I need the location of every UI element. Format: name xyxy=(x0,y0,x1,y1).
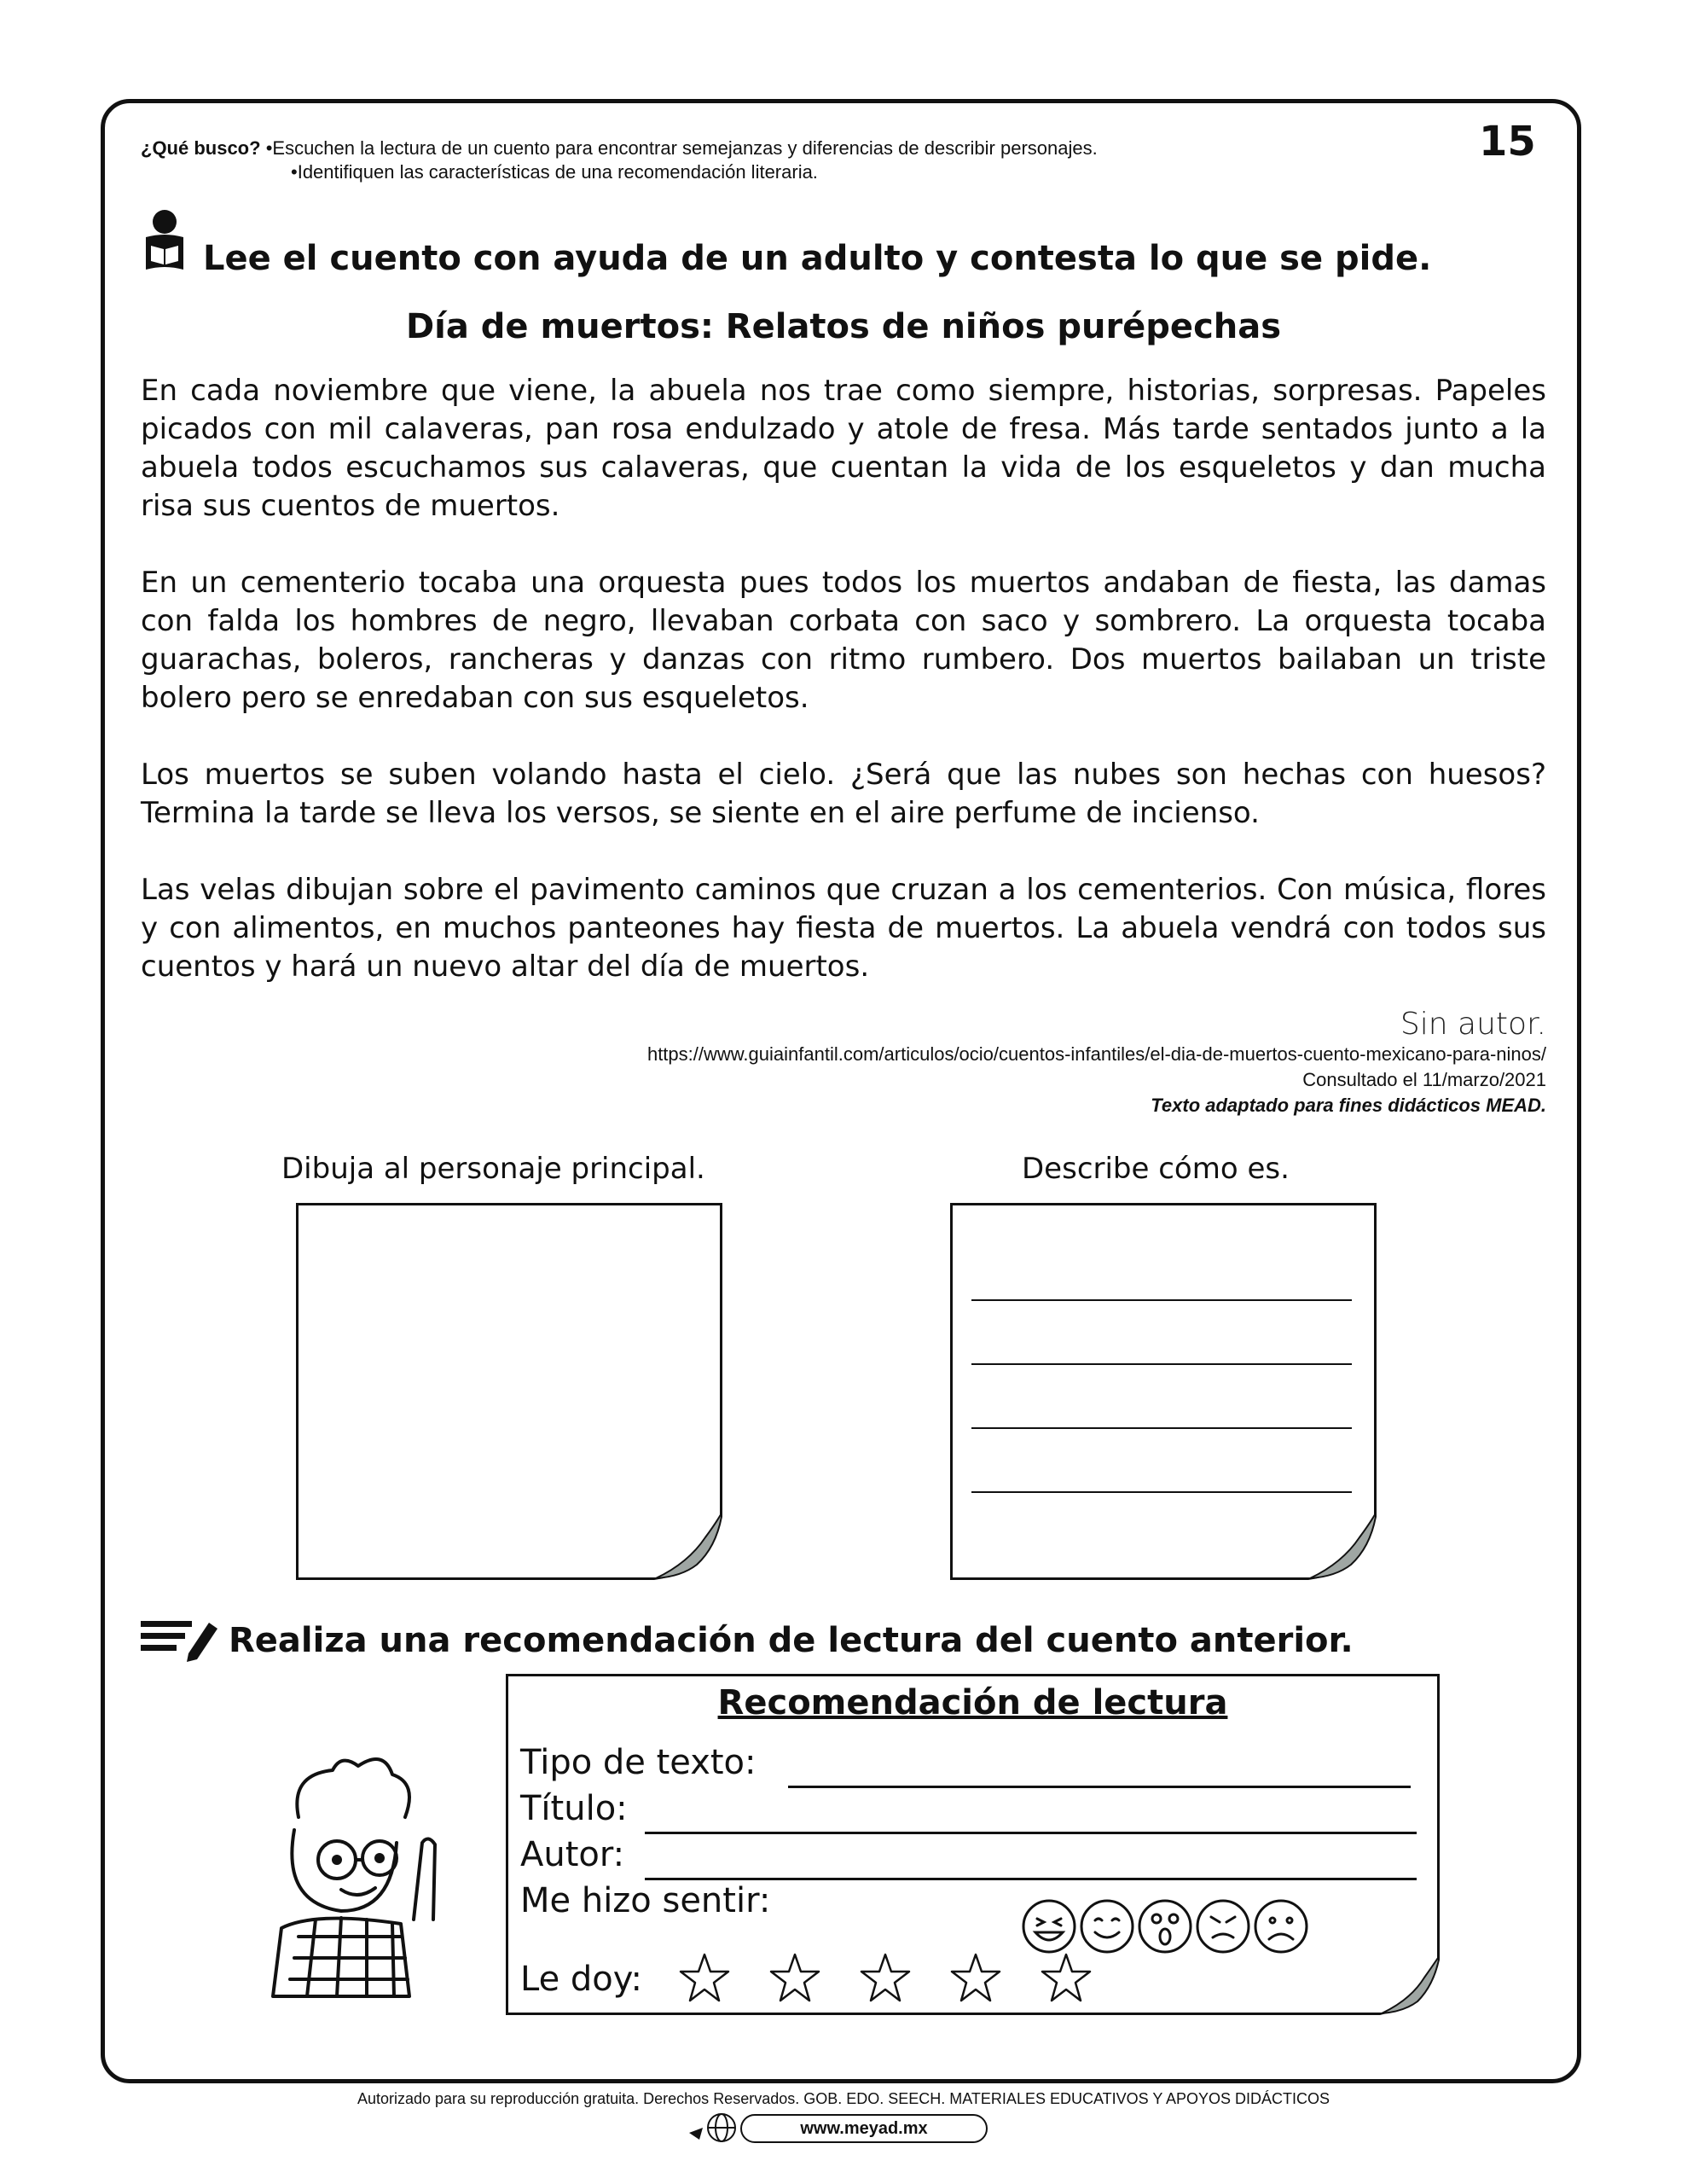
page-curl-icon xyxy=(1308,1512,1377,1580)
adapted-note: Texto adaptado para fines didácticos MEAD. xyxy=(1151,1095,1546,1116)
writing-line[interactable] xyxy=(971,1491,1352,1493)
reader-icon xyxy=(139,208,190,276)
story-paragraph: En un cementerio tocaba una orquesta pues todos los muertos andaban de fiesta, las damas con falda los hombres de negro, llevaban corbata con saco y sombrero. La orquesta tocaba guarachas, boleros, rancheras y danzas con ritmo rumbero. Dos muertos bailaban un triste bolero pero se enredaban con sus esqueletos. xyxy=(141,566,1546,715)
recommend-instruction: Realiza una recomendación de lectura del cuento anterior. xyxy=(229,1621,1354,1660)
sad-face-icon[interactable] xyxy=(1255,1901,1307,1952)
boy-pointing-illustration xyxy=(247,1749,461,2005)
star-icon[interactable] xyxy=(771,1955,819,2001)
page-curl-icon xyxy=(654,1512,722,1580)
goal-line-1: •Escuchen la lectura de un cuento para encontrar semejanzas y diferencias de describir personajes. xyxy=(265,137,1098,159)
laughing-face-icon[interactable] xyxy=(1023,1901,1075,1952)
writing-icon xyxy=(139,1614,221,1662)
story-text xyxy=(141,372,1546,1025)
goal-line-2: •Identifiquen las características de una recomendación literaria. xyxy=(291,161,818,183)
story-author: Sin autor. xyxy=(1400,1007,1546,1042)
goal-box xyxy=(141,136,1098,184)
source-url: https://www.guiainfantil.com/articulos/ocio/cuentos-infantiles/el-dia-de-muertos-cuento-mexicano-para-ninos/ xyxy=(646,1043,1546,1065)
author-field[interactable] xyxy=(645,1878,1417,1880)
text-type-field[interactable] xyxy=(788,1786,1411,1788)
star-icon[interactable] xyxy=(1042,1955,1090,2001)
star-icon[interactable] xyxy=(681,1955,728,2001)
footer-rights: Autorizado para su reproducción gratuita. Derechos Reservados. GOB. EDO. SEECH. MATERIALES EDUCATIVOS Y APOYOS DIDÁCTICOS xyxy=(357,2090,1330,2107)
text-type-label: Tipo de texto: xyxy=(520,1743,757,1782)
describe-label: Describe cómo es. xyxy=(1022,1152,1290,1186)
consulted-date: Consultado el 11/marzo/2021 xyxy=(1302,1069,1546,1090)
feeling-label: Me hizo sentir: xyxy=(520,1881,771,1920)
title-field[interactable] xyxy=(645,1832,1417,1834)
website-link[interactable]: www.meyad.mx xyxy=(740,2114,988,2143)
rating-stars xyxy=(679,1951,1122,2007)
story-paragraph: Los muertos se suben volando hasta el cielo. ¿Será que las nubes son hechas con huesos? Termina la tarde se lleva los versos, se siente en el aire perfume de incienso. xyxy=(141,758,1546,830)
title-label: Título: xyxy=(520,1789,628,1828)
star-icon[interactable] xyxy=(952,1955,1000,2001)
writing-line[interactable] xyxy=(971,1427,1352,1429)
recommendation-title: Recomendación de lectura xyxy=(717,1683,1228,1722)
rating-label: Le doy: xyxy=(520,1960,643,1999)
draw-box[interactable] xyxy=(296,1203,722,1580)
smiling-face-icon[interactable] xyxy=(1081,1901,1133,1952)
goal-label: ¿Qué busco? xyxy=(141,137,261,159)
surprised-face-icon[interactable] xyxy=(1139,1901,1191,1952)
writing-line[interactable] xyxy=(971,1363,1352,1365)
draw-label: Dibuja al personaje principal. xyxy=(281,1152,705,1186)
globe-cursor-icon xyxy=(687,2111,739,2145)
writing-line[interactable] xyxy=(971,1299,1352,1301)
author-label: Autor: xyxy=(520,1835,625,1874)
story-paragraph: En cada noviembre que viene, la abuela nos trae como siempre, historias, sorpresas. Papeles picados con mil calaveras, pan rosa endulzado y atole de fresa. Más tarde sentados junto a la abuela todos escuchamos sus calaveras, que cuentan la vida de los esqueletos y dan mucha risa sus cuentos de muertos. xyxy=(141,374,1546,523)
story-title: Día de muertos: Relatos de niños purépechas xyxy=(405,307,1282,346)
story-paragraph: Las velas dibujan sobre el pavimento caminos que cruzan a los cementerios. Con música, flores y con alimentos, en muchos panteones hay fiesta de muertos. La abuela vendrá con todos sus cuentos y hará un nuevo altar del día de muertos. xyxy=(141,873,1546,984)
recommendation-card xyxy=(506,1674,1440,2015)
page-curl-icon xyxy=(1380,1955,1440,2015)
read-instruction: Lee el cuento con ayuda de un adulto y contesta lo que se pide. xyxy=(203,239,1432,278)
describe-box[interactable] xyxy=(950,1203,1377,1580)
story-credits xyxy=(647,1007,1546,1118)
page-number: 15 xyxy=(1479,118,1536,166)
star-icon[interactable] xyxy=(861,1955,909,2001)
feeling-options xyxy=(1020,1896,1327,1956)
angry-face-icon[interactable] xyxy=(1197,1901,1249,1952)
